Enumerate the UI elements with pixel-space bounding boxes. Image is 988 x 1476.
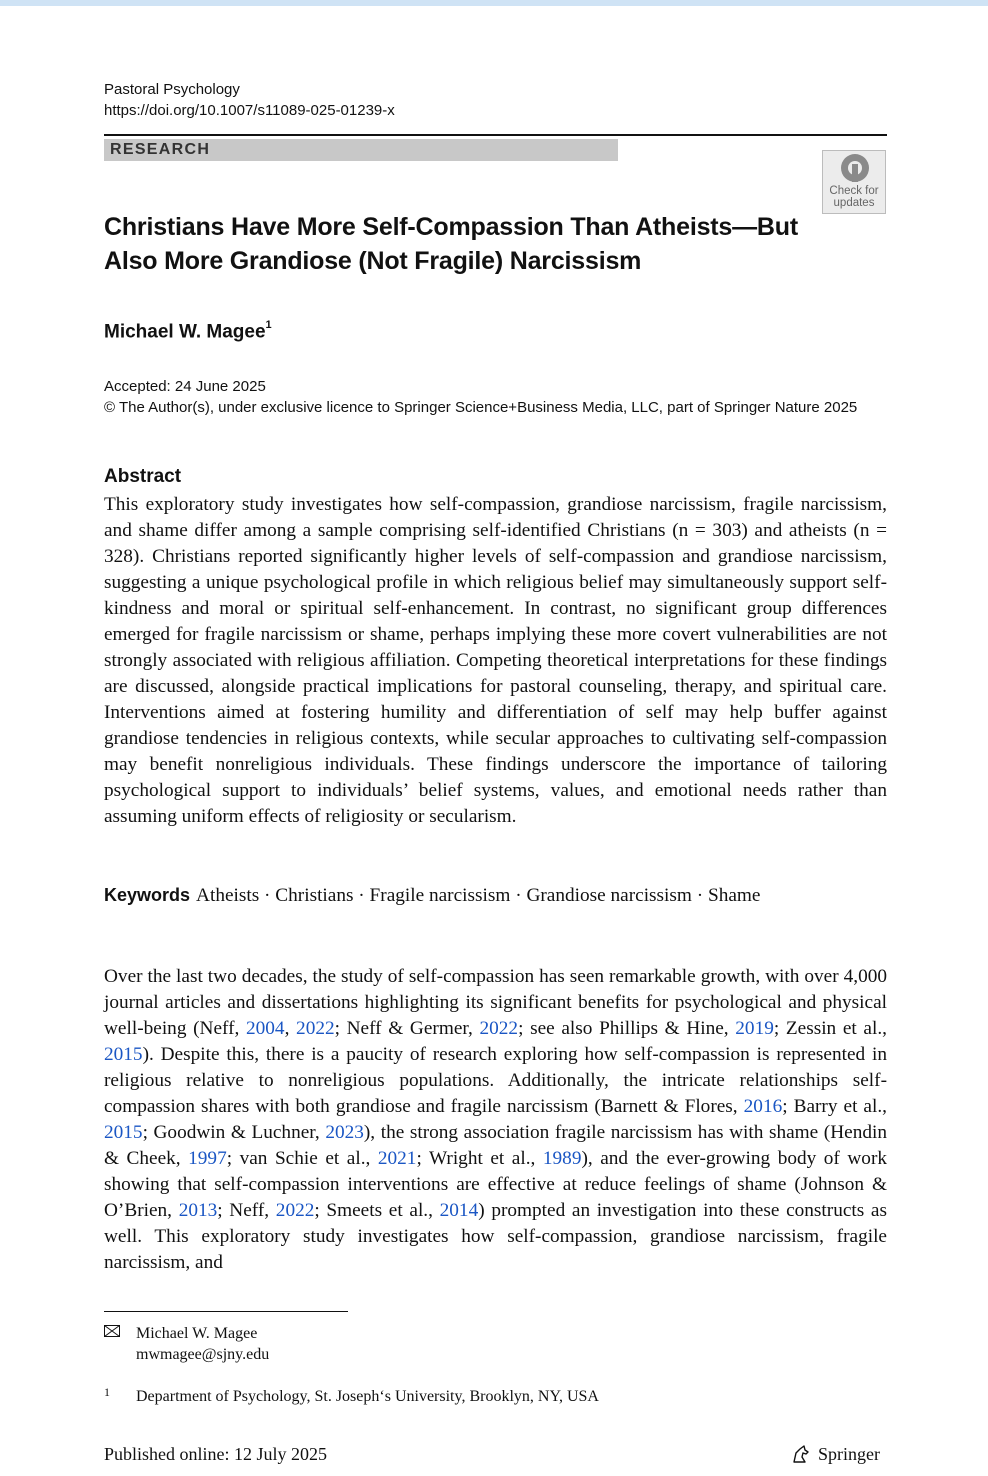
header-rule xyxy=(104,134,887,136)
citation-link[interactable]: 2016 xyxy=(743,1096,783,1117)
intro-text-segment: ; Wright et al., xyxy=(416,1148,543,1169)
copyright-line: © The Author(s), under exclusive licence to Springer Science+Business Media, LLC, part of Springer Nature 2025 xyxy=(104,399,858,416)
viewer-top-bar xyxy=(0,0,988,6)
citation-link[interactable]: 2004 xyxy=(246,1018,285,1039)
keywords-label: Keywords xyxy=(104,885,191,905)
article-dates xyxy=(104,376,857,418)
citation-link[interactable]: 2015 xyxy=(104,1122,143,1143)
intro-text-segment: ), the strong association fragile narcissism has with shame (Hendin & Cheek, xyxy=(104,1122,887,1169)
keywords xyxy=(104,882,760,909)
abstract-heading: Abstract xyxy=(104,466,182,487)
abstract-text: This exploratory study investigates how self-compassion, grandiose narcissism, fragile narcissism, and shame differ among a sample comprising self-identified Christians (n = 303) and atheists (n = 328). Christians reported significantly higher levels of self-compassion and grandiose narcissism, suggesting a unique psychological profile in which religious belief may simultaneously support self-kindness and moral or spiritual self-enhancement. In contrast, no significant group differences emerged for fragile narcissism or shame, perhaps implying these more covert vulnerabilities are not strongly associated with religious affiliation. Competing theoretical interpretations for these findings are discussed, alongside practical implications for pastoral counseling, therapy, and spiritual care. Interventions aimed at fostering humility and differentiation of self may help buffer against grandiose tendencies in religious contexts, while secular approaches to cultivating self-compassion may benefit nonreligious individuals. These findings underscore the importance of tailoring psychological support to individuals’ belief systems, values, and emotional needs rather than assuming uniform effects of religiosity or secularism. xyxy=(104,494,887,827)
intro-text-segment: ; Zessin et al., xyxy=(773,1018,887,1039)
intro-text-segment: ; van Schie et al., xyxy=(226,1148,378,1169)
author-name: Michael W. Magee$^1$ xyxy=(104,319,272,343)
springer-horse-icon xyxy=(790,1443,812,1465)
citation-link[interactable]: 2022 xyxy=(296,1018,335,1039)
citation-link[interactable]: 2022 xyxy=(479,1018,519,1039)
published-date: Published online: 12 July 2025 xyxy=(104,1444,328,1464)
citation-link[interactable]: 2023 xyxy=(325,1122,364,1143)
citation-link[interactable]: 1989 xyxy=(542,1148,582,1169)
keywords-list: Atheists · Christians · Fragile narcissism · Grandiose narcissism · Shame xyxy=(196,885,761,906)
check-for-updates-label: Check for updates xyxy=(829,185,879,209)
correspondence xyxy=(136,1323,269,1365)
publisher-logo xyxy=(790,1442,880,1466)
intro-text-segment: , xyxy=(284,1018,297,1039)
intro-text-segment: ; Neff & Germer, xyxy=(334,1018,480,1039)
doi-link[interactable]: https://doi.org/10.1007/s11089-025-01239-x xyxy=(104,102,395,119)
citation-link[interactable]: 2014 xyxy=(439,1200,479,1221)
intro-text-segment: ; Neff, xyxy=(217,1200,276,1221)
intro-text-segment: Over the last two decades, the study of self-compassion has seen remarkable growth, with over 4,000 journal articles and dissertations highlighting its significant benefits for psychological and physical well-being (Neff, xyxy=(104,966,887,1039)
check-for-updates-badge[interactable] xyxy=(822,150,886,214)
citation-link[interactable]: 2015 xyxy=(104,1044,143,1065)
citation-link[interactable]: 2013 xyxy=(178,1200,218,1221)
intro-text-segment: ; Barry et al., xyxy=(782,1096,887,1117)
intro-text-segment: ; Goodwin & Luchner, xyxy=(142,1122,326,1143)
affiliation-number: 1 xyxy=(104,1385,110,1399)
check-for-updates-icon xyxy=(841,154,869,182)
correspondence-name: Michael W. Magee xyxy=(136,1325,258,1342)
affiliation: Department of Psychology, St. Joseph‘s University, Brooklyn, NY, USA xyxy=(136,1388,599,1405)
section-label: RESEARCH xyxy=(110,141,211,158)
citation-link[interactable]: 2022 xyxy=(275,1200,315,1221)
intro-text-segment: ) prompted an investigation into these constructs as well. This exploratory study investigates how self-compassion, grandiose narcissism, fragile narcissism, and xyxy=(104,1200,887,1273)
journal-header xyxy=(104,79,395,121)
publisher-name: Springer xyxy=(818,1444,880,1464)
citation-link[interactable]: 2021 xyxy=(377,1148,417,1169)
correspondence-email[interactable]: mwmagee@sjny.edu xyxy=(136,1346,270,1363)
intro-paragraph xyxy=(104,964,887,1276)
intro-text-segment: ; Smeets et al., xyxy=(314,1200,440,1221)
citation-link[interactable]: 2019 xyxy=(735,1018,774,1039)
intro-text-segment: ; see also Phillips & Hine, xyxy=(518,1018,736,1039)
accepted-date: Accepted: 24 June 2025 xyxy=(104,378,266,395)
citation-link[interactable]: 1997 xyxy=(188,1148,227,1169)
footnote-rule xyxy=(104,1311,348,1312)
affiliation-marker[interactable]: 1 xyxy=(265,319,272,331)
envelope-icon xyxy=(104,1325,120,1337)
intro-text-segment: ). Despite this, there is a paucity of research exploring how self-compassion is represented in religious relative to nonreligious populations. Additionally, the intricate relationships self-compassion shares with both grandiose and fragile narcissism (Barnett & Flores, xyxy=(104,1044,887,1117)
article-title: Christians Have More Self-Compassion Than Atheists—But Also More Grandiose (Not Fragile) Narcissism xyxy=(104,213,798,275)
journal-name: Pastoral Psychology xyxy=(104,81,240,98)
intro-text-segment: ), and the ever-growing body of work showing that self-compassion interventions are effective at reduce feelings of shame (Johnson & O’Brien, xyxy=(104,1148,888,1221)
